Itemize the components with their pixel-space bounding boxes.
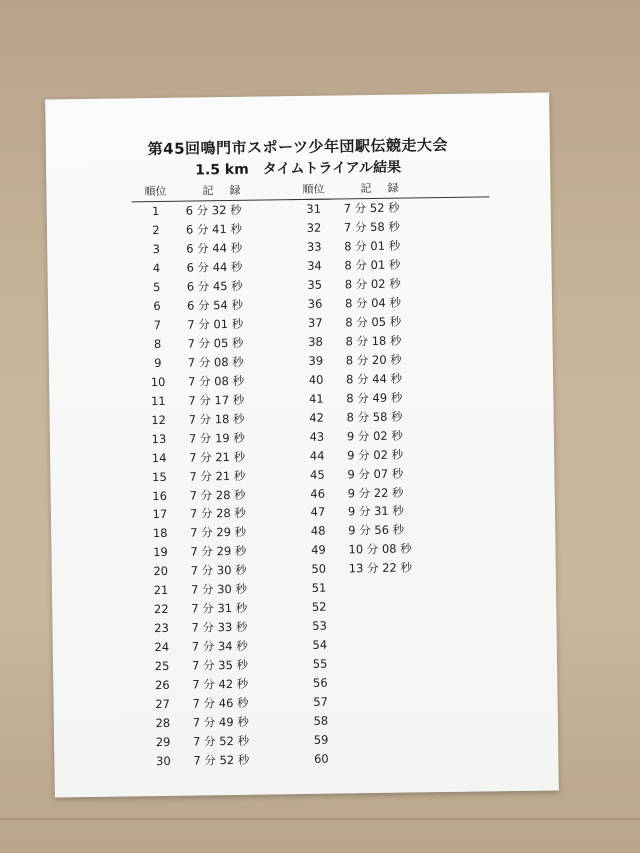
result-rank: 26: [154, 677, 170, 692]
result-time: 7 分 52 秒: [193, 752, 250, 768]
header-record: 記録: [202, 183, 257, 198]
result-time: 8 分 49 秒: [346, 390, 403, 406]
result-time: [344, 662, 460, 664]
result-rank: 12: [151, 412, 167, 427]
result-rank: 47: [310, 505, 326, 520]
result-time: 7 分 17 秒: [188, 392, 245, 408]
result-rank: 57: [313, 694, 328, 709]
result-rank: 28: [155, 715, 171, 730]
column-header: [289, 177, 489, 200]
result-rank: 37: [307, 315, 323, 330]
result-time: [345, 756, 461, 758]
result-rank: 6: [153, 299, 161, 314]
result-rank: 3: [152, 242, 161, 257]
result-time: 7 分 05 秒: [187, 335, 244, 351]
results-list-right: [290, 197, 498, 768]
header-rank: 順位: [302, 182, 325, 196]
result-time: 7 分 58 秒: [343, 220, 400, 235]
result-time: 7 分 33 秒: [191, 619, 248, 635]
result-rank: 7: [153, 318, 162, 333]
result-time: 7 分 28 秒: [189, 487, 246, 503]
header-rank: 順位: [144, 184, 167, 199]
result-time: 9 分 07 秒: [347, 466, 404, 481]
result-rank: 27: [155, 696, 171, 711]
result-rank: 17: [152, 507, 168, 522]
result-rank: 21: [153, 583, 169, 598]
result-time: [345, 700, 461, 702]
result-time: 7 分 21 秒: [189, 468, 246, 484]
result-time: 8 分 44 秒: [345, 371, 403, 387]
result-rank: 58: [313, 713, 329, 728]
result-time: 8 分 20 秒: [345, 352, 402, 368]
result-rank: 25: [154, 658, 170, 674]
result-time: 6 分 44 秒: [186, 241, 243, 256]
result-time: 7 分 28 秒: [189, 506, 246, 522]
wall-seam: [0, 818, 640, 820]
result-rank: 40: [308, 372, 324, 387]
result-time: [345, 719, 461, 721]
result-rank: 14: [151, 450, 167, 465]
result-time: 6 分 45 秒: [186, 279, 243, 294]
result-rank: 41: [308, 391, 324, 406]
result-time: 8 分 18 秒: [345, 333, 402, 349]
result-time: 9 分 31 秒: [347, 504, 404, 519]
result-time: 7 分 30 秒: [190, 563, 247, 578]
result-rank: 16: [152, 488, 168, 503]
result-time: 7 分 19 秒: [188, 430, 245, 446]
result-time: 8 分 05 秒: [345, 314, 402, 330]
result-time: 8 分 01 秒: [344, 238, 401, 254]
result-rank: 59: [313, 732, 329, 747]
result-rank: 11: [150, 393, 166, 408]
result-time: 7 分 30 秒: [190, 582, 248, 597]
result-rank: 33: [306, 240, 322, 255]
result-time: 7 分 08 秒: [187, 354, 244, 370]
result-rank: 42: [309, 410, 325, 425]
result-time: [345, 738, 461, 740]
result-time: 7 分 42 秒: [192, 676, 249, 692]
result-rank: 8: [153, 336, 162, 352]
result-time: 6 分 32 秒: [185, 203, 242, 219]
result-rank: 2: [152, 223, 160, 238]
result-rank: 34: [307, 258, 322, 274]
document-subtitle: 1.5 km タイムトライアル結果: [195, 159, 402, 179]
result-time: [344, 624, 460, 626]
result-rank: 13: [151, 431, 167, 446]
result-row: [297, 746, 497, 768]
result-time: 7 分 21 秒: [189, 449, 246, 465]
result-rank: 49: [311, 543, 326, 558]
result-time: 7 分 34 秒: [191, 638, 248, 654]
result-rank: 39: [308, 353, 324, 368]
result-rank: 20: [153, 564, 169, 579]
result-rank: 50: [311, 561, 327, 577]
result-rank: 43: [309, 429, 325, 444]
result-time: [343, 605, 459, 607]
result-time: 9 分 56 秒: [348, 522, 405, 538]
result-time: 13 分 22 秒: [348, 560, 413, 576]
result-rank: 4: [152, 261, 161, 276]
result-rank: 5: [153, 280, 161, 295]
result-rank: 51: [311, 580, 327, 596]
result-rank: 52: [311, 599, 327, 615]
result-rank: 23: [154, 620, 169, 636]
document-title: 第45回鳴門市スポーツ少年団駅伝競走大会: [147, 135, 449, 159]
result-rank: 53: [312, 618, 327, 633]
result-rank: 22: [153, 602, 169, 617]
result-time: 7 分 46 秒: [192, 695, 249, 711]
result-rank: 19: [153, 545, 168, 560]
result-time: 7 分 35 秒: [191, 657, 249, 673]
result-time: 7 分 29 秒: [190, 525, 247, 540]
result-time: 7 分 52 秒: [343, 201, 400, 216]
result-rank: 35: [307, 277, 323, 293]
result-time: [344, 681, 460, 683]
result-time: 10 分 08 秒: [348, 541, 412, 557]
result-time: 9 分 22 秒: [347, 485, 404, 500]
results-column-right: [289, 177, 497, 768]
result-rank: 18: [152, 526, 168, 541]
result-time: 7 分 29 秒: [190, 544, 247, 559]
result-rank: 38: [308, 334, 323, 349]
result-rank: 15: [152, 469, 167, 484]
result-rank: 1: [151, 204, 160, 219]
result-rank: 55: [312, 656, 328, 671]
result-time: 6 分 44 秒: [186, 260, 243, 275]
result-rank: 46: [310, 486, 326, 501]
result-rank: 9: [154, 355, 162, 371]
result-rank: 29: [155, 734, 171, 749]
result-time: [343, 586, 459, 588]
result-time: 8 分 58 秒: [346, 409, 403, 425]
result-time: 7 分 52 秒: [193, 733, 250, 749]
result-rank: 30: [155, 753, 171, 768]
result-time: 8 分 01 秒: [344, 257, 401, 273]
result-rank: 44: [309, 448, 325, 463]
result-rank: 56: [312, 675, 328, 690]
result-rank: 36: [307, 296, 323, 312]
result-time: 7 分 49 秒: [192, 714, 249, 730]
result-rank: 10: [150, 374, 166, 390]
result-time: 7 分 18 秒: [188, 411, 245, 427]
result-time: 8 分 02 秒: [344, 276, 401, 292]
result-time: 7 分 01 秒: [187, 316, 244, 332]
result-time: 7 分 08 秒: [188, 373, 245, 389]
result-rank: 24: [154, 639, 170, 655]
result-time: 8 分 04 秒: [344, 295, 402, 311]
result-time: 6 分 54 秒: [186, 297, 244, 313]
header-record: 記録: [360, 181, 415, 196]
result-time: 9 分 02 秒: [346, 428, 403, 444]
result-time: 6 分 41 秒: [185, 222, 243, 238]
result-rank: 32: [306, 221, 322, 236]
result-rank: 48: [310, 524, 326, 539]
results-sheet: [45, 93, 559, 798]
result-rank: 31: [306, 202, 322, 217]
result-time: 7 分 31 秒: [191, 600, 248, 616]
result-rank: 54: [312, 637, 328, 652]
result-rank: 45: [309, 467, 325, 482]
result-time: 9 分 02 秒: [347, 447, 404, 463]
result-time: [344, 643, 460, 645]
result-rank: 60: [313, 751, 329, 766]
